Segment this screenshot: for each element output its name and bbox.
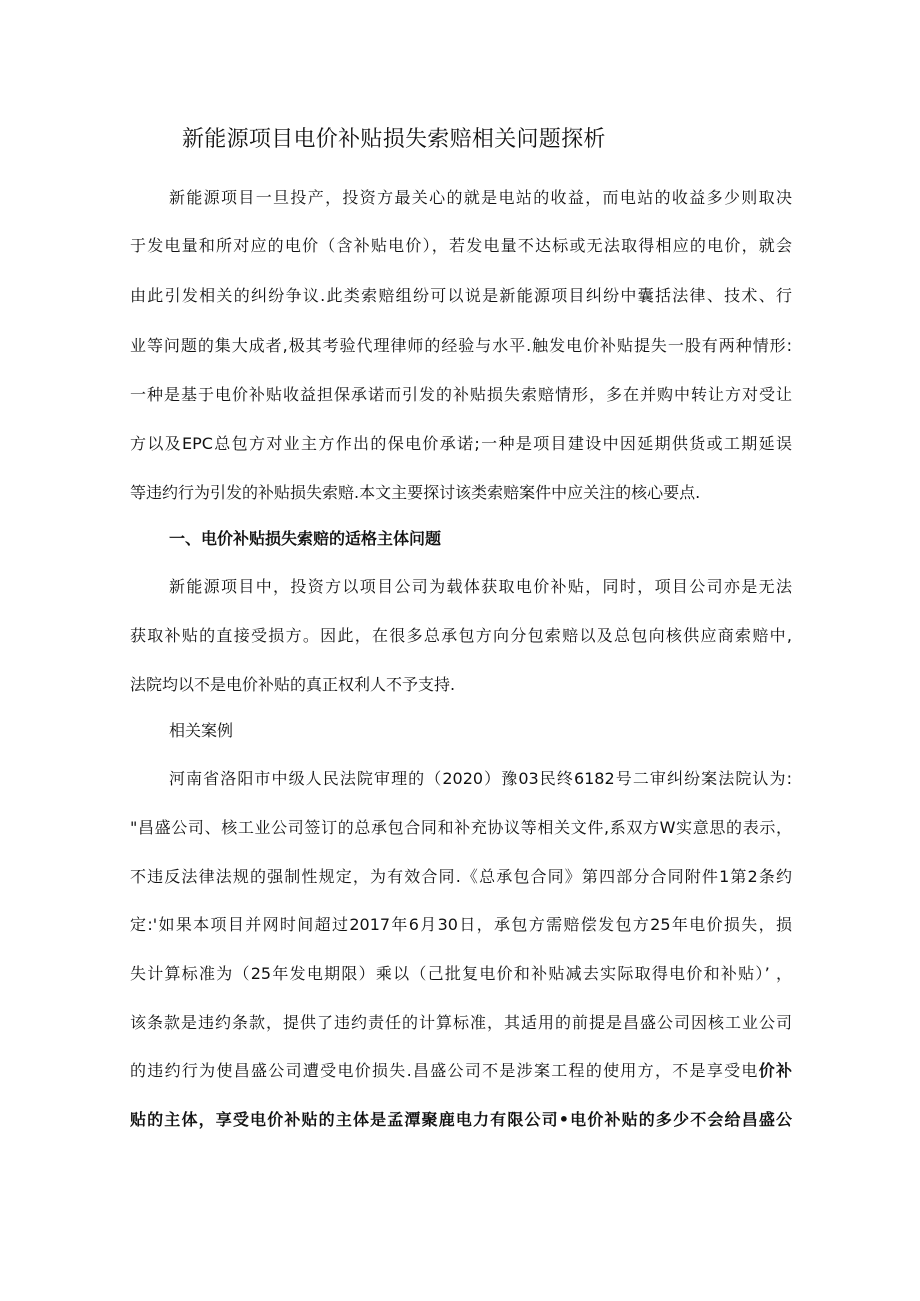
paragraph-line: 由此引发相关的纠纷争议.此类索赔组纷可以说是新能源项目纠纷中囊括法律、技术、行	[130, 286, 792, 305]
document-title: 新能源项目电价补贴损失索赔相关问题探析	[182, 127, 606, 152]
paragraph-line: 获取补贴的直接受损方。因此，在很多总承包方向分包索赔以及总包向核供应商索赔中,	[130, 626, 792, 645]
paragraph-line: "昌盛公司、核工业公司签订的总承包合同和补充协议等相关文件,系双方W实意思的表示，	[130, 818, 792, 837]
paragraph-line: 业等问题的集大成者,极其考验代理律师的经验与水平.触发电价补贴提失一股有两种情形:	[130, 336, 792, 355]
paragraph-line: 等违约行为引发的补贴损失索赔.本文主要探讨该类索赔案件中应关注的核心要点.	[130, 483, 701, 502]
case-label: 相关案例	[169, 721, 234, 740]
paragraph-line: 法院均以不是电价补贴的真正权利人不予支持.	[130, 675, 456, 694]
paragraph-line: 一种是基于电价补贴收益担保承诺而引发的补贴损失索赔情形，多在并购中转让方对受让	[130, 385, 792, 404]
paragraph-text: 的违约行为使昌盛公司遭受电价损失.昌盛公司不是涉案工程的使用方，不是享受电	[130, 1061, 759, 1080]
paragraph-line: 不违反法律法规的强制性规定，为有效合同.《总承包合同》第四部分合同附件1第2条约	[130, 867, 792, 886]
paragraph-line: 新能源项目中，投资方以项目公司为载体获取电价补贴，同时，项目公司亦是无法	[169, 577, 792, 596]
paragraph-line: 定:'如果本项目并网时间超过2017年6月30日，承包方需赔偿发包方25年电价损失，损	[130, 915, 792, 934]
paragraph-line: 新能源项目一旦投产，投资方最关心的就是电站的收益，而电站的收益多少则取决	[169, 188, 792, 207]
paragraph-line: 失计算标准为（25年发电期限）乘以（己批复电价和补贴减去实际取得电价和补贴）’ ，	[130, 964, 792, 983]
paragraph-line: 方以及EPC总包方对业主方作出的保电价承诺;一种是项目建设中因延期供货或工期延误	[130, 434, 792, 453]
paragraph-line-mixed	[130, 1058, 792, 1084]
section-heading: 一、电价补贴损失索赔的适格主体问题	[169, 529, 442, 548]
bold-text: 价补	[758, 1061, 792, 1080]
paragraph-line: 河南省洛阳市中级人民法院审理的（2020）豫03民终6182号二审纠纷案法院认为:	[169, 769, 792, 788]
paragraph-line-bold: 贴的主体，享受电价补贴的主体是孟潭聚鹿电力有限公司•电价补贴的多少不会给昌盛公	[130, 1110, 792, 1129]
paragraph-line: 该条款是违约条款，提供了违约责任的计算标准，其适用的前提是昌盛公司因核工业公司	[130, 1013, 792, 1032]
paragraph-line: 于发电量和所对应的电价（含补贴电价），若发电量不达标或无法取得相应的电价，就会	[130, 236, 792, 255]
